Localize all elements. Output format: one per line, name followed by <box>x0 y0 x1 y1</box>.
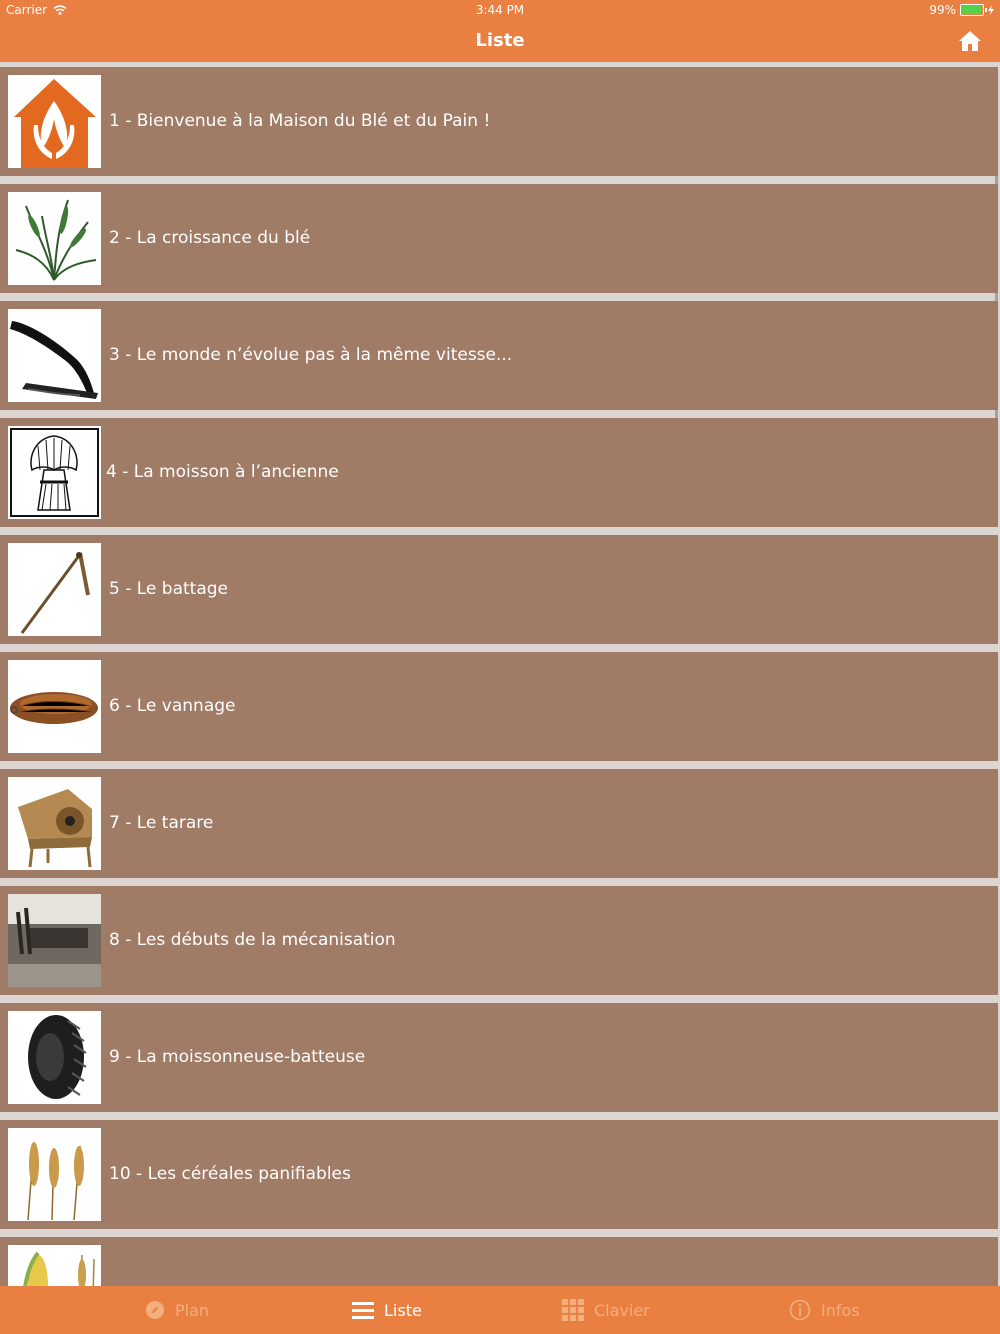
item-thumbnail-corn <box>8 1245 101 1286</box>
item-thumbnail-old-photo <box>8 894 101 987</box>
tab-label: Infos <box>821 1300 860 1320</box>
item-label: 3 - Le monde n’évolue pas à la même vitesse... <box>109 345 513 365</box>
item-label: 9 - La moissonneuse-batteuse <box>109 1047 366 1067</box>
list-item[interactable] <box>0 1003 998 1112</box>
item-label: 2 - La croissance du blé <box>109 228 311 248</box>
item-thumbnail-wheat-plant <box>8 192 101 285</box>
item-thumbnail-grain-ears <box>8 1128 101 1221</box>
list-item[interactable] <box>0 184 998 293</box>
home-icon <box>958 30 982 52</box>
compass-icon <box>145 1300 165 1320</box>
info-icon <box>789 1299 811 1321</box>
keypad-icon <box>562 1299 584 1321</box>
item-label: 4 - La moisson à l’ancienne <box>106 462 339 482</box>
tab-plan[interactable] <box>145 1286 209 1334</box>
list-item[interactable] <box>0 418 998 527</box>
tab-infos[interactable] <box>789 1286 860 1334</box>
carrier-label: Carrier <box>6 3 48 17</box>
battery-icon <box>960 4 984 16</box>
item-label: 7 - Le tarare <box>109 813 214 833</box>
item-label: 8 - Les débuts de la mécanisation <box>109 930 396 950</box>
tab-bar <box>0 1286 1000 1334</box>
tab-label: Liste <box>384 1300 422 1320</box>
tab-label: Plan <box>175 1300 210 1320</box>
navigation-bar <box>0 20 1000 62</box>
list-item[interactable] <box>0 535 998 644</box>
content-list[interactable] <box>0 62 1000 1286</box>
battery-percent: 99% <box>929 3 956 17</box>
item-thumbnail-flail <box>8 543 101 636</box>
item-thumbnail-tire <box>8 1011 101 1104</box>
battery-indicator <box>929 3 994 17</box>
tab-clavier[interactable] <box>562 1286 650 1334</box>
item-thumbnail-basket <box>8 660 101 753</box>
status-time: 3:44 PM <box>475 3 525 17</box>
item-label: 1 - Bienvenue à la Maison du Blé et du Pain ! <box>109 111 491 131</box>
list-item[interactable] <box>0 1237 998 1286</box>
home-button[interactable] <box>958 30 982 52</box>
list-item[interactable] <box>0 886 998 995</box>
item-thumbnail-logo <box>8 75 101 168</box>
status-bar <box>0 0 1000 20</box>
page-title: Liste <box>475 30 525 51</box>
list-item[interactable] <box>0 769 998 878</box>
item-label: 10 - Les céréales panifiables <box>109 1164 351 1184</box>
charging-icon <box>988 5 994 15</box>
tab-liste[interactable] <box>352 1286 422 1334</box>
list-item[interactable] <box>0 67 998 176</box>
list-item[interactable] <box>0 301 998 410</box>
list-item[interactable] <box>0 652 998 761</box>
item-label: 6 - Le vannage <box>109 696 236 716</box>
tab-label: Clavier <box>594 1300 650 1320</box>
item-label: 5 - Le battage <box>109 579 228 599</box>
list-item[interactable] <box>0 1120 998 1229</box>
item-thumbnail-winnowing-machine <box>8 777 101 870</box>
item-thumbnail-sheaf <box>8 426 101 519</box>
item-thumbnail-sickle <box>8 309 101 402</box>
list-icon <box>352 1300 374 1320</box>
